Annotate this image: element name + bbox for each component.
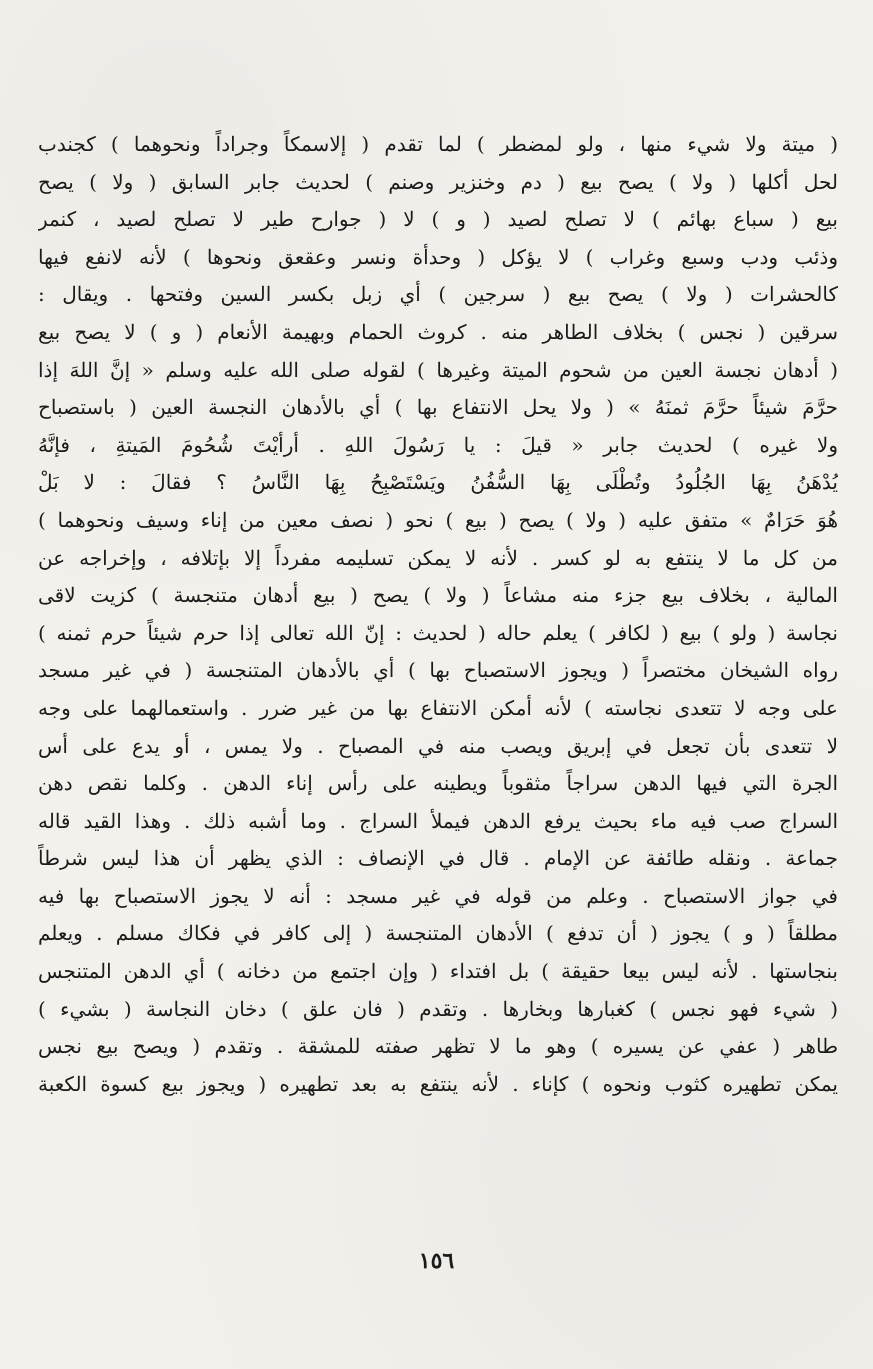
text-line: هُوَ حَرَامٌ » متفق عليه ( ولا ) يصح ( بيع ) نحو ( نصف معين من إناء وسيف ونحوهما ): [38, 507, 838, 532]
text-line: المالية ، بخلاف بيع جزء منه مشاعاً ( ولا ) يصح ( بيع أدهان متنجسة ) كزيت لاقى: [38, 583, 838, 608]
text-line: في جواز الاستصباح . وعلم من قوله في غير مسجد : أنه لا يجوز الاستصباح بها فيه: [38, 883, 838, 908]
text-line: بنجاستها . لأنه ليس بيعا حقيقة ) بل افتداء ( وإن اجتمع من دخانه ) أي الدهن المتنجس: [38, 959, 838, 984]
text-line: مطلقاً ( و ) يجوز ( أن تدفع ) الأدهان المتنجسة ( إلى كافر في فكاك مسلم . ويعلم: [38, 921, 838, 946]
text-line: ( شيء فهو نجس ) كغبارها وبخارها . وتقدم ( فان علق ) دخان النجاسة ( بشيء ): [38, 996, 838, 1021]
text-line: يُدْهَنُ بِهَا الجُلُودُ وتُطْلَى بِهَا السُّفُنُ ويَسْتَصْبِحُ بِهَا النَّاسُ ؟ فقالَ : لا بَلْ: [38, 470, 838, 495]
text-line: لا تتعدى بأن تجعل في إبريق ويصب منه في المصباح . ولا يمس ، أو يدع على أس: [38, 733, 838, 758]
text-line: لحل أكلها ( ولا ) يصح بيع ( دم وخنزير وصنم ) لحديث جابر السابق ( ولا ) يصح: [38, 169, 838, 194]
text-line: يمكن تطهيره كثوب ونحوه ) كإناء . لأنه ينتفع به بعد تطهيره ( ويجوز بيع كسوة الكعبة: [38, 1071, 838, 1096]
text-line: سرقين ( نجس ) بخلاف الطاهر منه . كروث الحمام وبهيمة الأنعام ( و ) لا يصح بيع: [38, 319, 838, 344]
text-line: بيع ( سباع بهائم ) لا تصلح لصيد ( و ) لا ( جوارح طير لا تصلح لصيد ، كنمر: [38, 207, 838, 232]
text-line: طاهر ( عفي عن يسيره ) وهو ما لا تظهر صفته للمشقة . وتقدم ( ويصح بيع نجس: [38, 1034, 838, 1059]
text-line: وذئب ودب وسبع وغراب ) لا يؤكل ( وحدأة ونسر وعقعق ونحوها ) لأنه لانفع فيها: [38, 244, 838, 269]
text-line: كالحشرات ( ولا ) يصح بيع ( سرجين ) أي زبل بكسر السين وفتحها . ويقال :: [38, 282, 838, 307]
text-line: ( أدهان نجسة العين من شحوم الميتة وغيرها ) لقوله صلى الله عليه وسلم « إنَّ اللهَ إذا: [38, 357, 838, 382]
text-line: الجرة التي فيها الدهن سراجاً مثقوباً ويطينه على رأس إناء الدهن . وكلما نقص دهن: [38, 771, 838, 796]
text-line: ( ميتة ولا شيء منها ، ولو لمضطر ) لما تقدم ( إلاسمكاً وجراداً ونحوهما ) كجندب: [38, 132, 838, 156]
page-number: ١٥٦: [418, 1248, 455, 1274]
text-line: ولا غيره ) لحديث جابر « قيلَ : يا رَسُولَ اللهِ . أرأيْتَ شُحُومَ المَيتةِ ، فإنَّهُ: [38, 432, 838, 457]
text-line: من كل ما لا ينتفع به لو كسر . لأنه لا يمكن تسليمه مفرداً إلا بإتلافه ، وإخراجه عن: [38, 545, 838, 570]
body-text: [38, 126, 838, 1103]
text-line: جماعة . ونقله طائفة عن الإمام . قال في الإنصاف : الذي يظهر أن هذا ليس شرطاً: [38, 846, 838, 871]
text-line: السراج صب فيه ماء بحيث يرفع الدهن فيملأ السراج . وما أشبه ذلك . وهذا القيد قاله: [38, 808, 838, 833]
text-line: على وجه لا تتعدى نجاسته ) لأنه أمكن الانتفاع بها من غير ضرر . واستعمالهما على وجه: [38, 695, 838, 720]
text-line: رواه الشيخان مختصراً ( ويجوز الاستصباح بها ) أي بالأدهان المتنجسة ( في غير مسجد: [38, 658, 838, 683]
text-line: حرَّمَ شيئاً حرَّمَ ثمنَهُ » ( ولا يحل الانتفاع بها ) أي بالأدهان النجسة العين ( باستصباح: [38, 395, 838, 420]
text-line: نجاسة ( ولو ) بيع ( لكافر ) يعلم حاله ( لحديث : إنّ الله تعالى إذا حرم شيئاً حرم ثمنه ): [38, 620, 838, 645]
